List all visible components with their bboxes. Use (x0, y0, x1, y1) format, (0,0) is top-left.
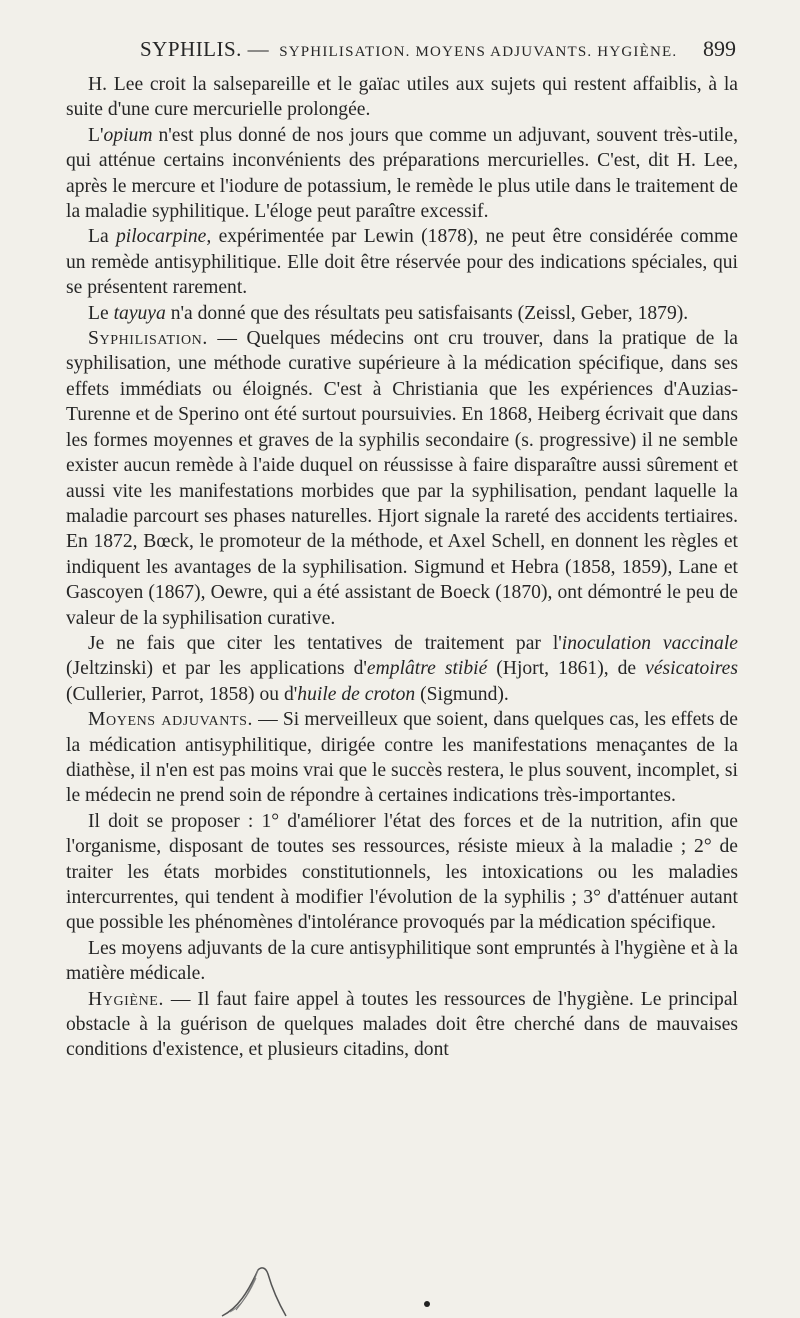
italic-term: huile de croton (297, 683, 416, 705)
section-heading: Hygiène. (88, 988, 164, 1010)
text-run: Le (88, 302, 114, 324)
paragraph-text: H. Lee croit la salsepareille et le gaïac utiles aux sujets qui restent affaiblis, à la suite d'une cure mercurielle prolongée. (66, 74, 738, 121)
running-subtitle: SYPHILISATION. MOYENS ADJUVANTS. HYGIÈNE. (279, 44, 678, 60)
text-run: n'a donné que des résultats peu satisfaisants (Zeissl, Geber, 1879). (165, 302, 689, 324)
paragraph-tayuya (66, 301, 738, 326)
paragraph-adjuvants-sources (66, 936, 738, 987)
text-run: Je ne fais que citer les tentatives de traitement par l' (88, 632, 562, 654)
text-run: L' (88, 124, 104, 146)
text-run: (Jeltzinski) et par les applications d' (66, 658, 367, 680)
italic-term: tayuya (113, 302, 166, 324)
paragraph-pilocarpine (66, 224, 738, 300)
section-heading: Moyens adjuvants. (88, 709, 253, 731)
section-heading: Syphilisation. (88, 328, 208, 350)
text-run: — Quelques médecins ont cru trouver, dans la pratique de la syphilisation, une méthode curative supérieure à la médication spécifique, dans ses effets immédiats ou éloignés. C'est à Christiania que les expériences d'Auzias-Turenne et de Sperino ont été surtout poursuivies. En 1868, Heiberg écrivait que dans les formes moyennes et graves de la syphilis secondaire (s. progressive) il ne semble exister aucun remède à l'aide duquel on réussisse à faire disparaître aussi sûrement et aussi vite les manifestations morbides que par la syphilisation, pendant laquelle la maladie parcourt ses phases naturelles. Hjort signale la rareté des accidents tertiaires. En 1872, Bœck, le promoteur de la méthode, et Axel Schell, en donnent les règles et indiquent les avantages de la syphilisation. Sigmund et Hebra (1858, 1859), Lane et Gascoyen (1867), Oewre, qui a été assistant de Boeck (1870), ont démontré le peu de valeur de la syphilisation curative. (66, 328, 738, 629)
body-text (66, 72, 738, 1063)
italic-term: vésicatoires (645, 658, 738, 680)
italic-term: opium (103, 124, 153, 146)
ink-dot (424, 1301, 430, 1307)
paragraph-text: Les moyens adjuvants de la cure antisyphilitique sont empruntés à l'hygiène et à la matière médicale. (66, 937, 738, 985)
paragraph-moyens-adjuvants (66, 707, 738, 809)
printer-ornament-icon (218, 1262, 288, 1318)
paragraph-text: Il doit se proposer : 1° d'améliorer l'état des forces et de la nutrition, afin que l'organisme, disposant de toutes ses ressources, résiste mieux à la maladie ; 2° de traiter les états morbides constitutionnels, les intoxications ou les maladies intercurrentes, qui tendent à modifier l'évolution de la syphilis ; 3° d'atténuer autant que possible les phénomènes d'intolérance provoqués par la médication spécifique. (66, 810, 738, 934)
text-run: expérimentée par Lewin (1878), ne peut être considérée comme un remède antisyphilitique. Elle doit être réservée pour des indications spéciales, qui se présentent rarement. (66, 226, 738, 299)
italic-term: inoculation vaccinale (561, 632, 738, 654)
text-run: (Cullerier, Parrot, 1858) ou d' (66, 683, 298, 705)
paragraph-tentatives (66, 631, 738, 707)
text-run: — Si merveilleux que soient, dans quelques cas, les effets de la médication antisyphilitique, dirigée contre les manifestations menaçantes de la diathèse, il n'en est pas moins vrai que le succès restera, le plus souvent, incomplet, si le médecin ne prend soin de répondre à certaines indications très-importantes. (66, 709, 738, 807)
running-header (140, 36, 736, 70)
paragraph-syphilisation (66, 326, 738, 631)
page-number: 899 (703, 36, 736, 61)
text-run: — Il faut faire appel à toutes les ressources de l'hygiène. Le principal obstacle à la guérison de quelques malades doit être cherché dans de mauvaises conditions d'existence, et plusieurs citadins, dont (66, 988, 738, 1061)
text-run: (Hjort, 1861), de (487, 658, 646, 680)
italic-term: pilocarpine, (116, 226, 212, 248)
italic-term: emplâtre stibié (366, 658, 488, 680)
running-title: SYPHILIS. — (140, 37, 270, 61)
paragraph-indications (66, 809, 738, 936)
paragraph-hygiene (66, 987, 738, 1063)
text-run: La (88, 226, 116, 248)
text-run: (Sigmund). (415, 683, 509, 705)
paragraph-salsepareille (66, 72, 738, 123)
paragraph-opium (66, 123, 738, 225)
text-run: n'est plus donné de nos jours que comme un adjuvant, souvent très-utile, qui atténue certains inconvénients des préparations mercurielles. C'est, dit H. Lee, après le mercure et l'iodure de potassium, le remède le plus utile dans le traitement de la maladie syphilitique. L'éloge peut paraître excessif. (66, 124, 738, 223)
